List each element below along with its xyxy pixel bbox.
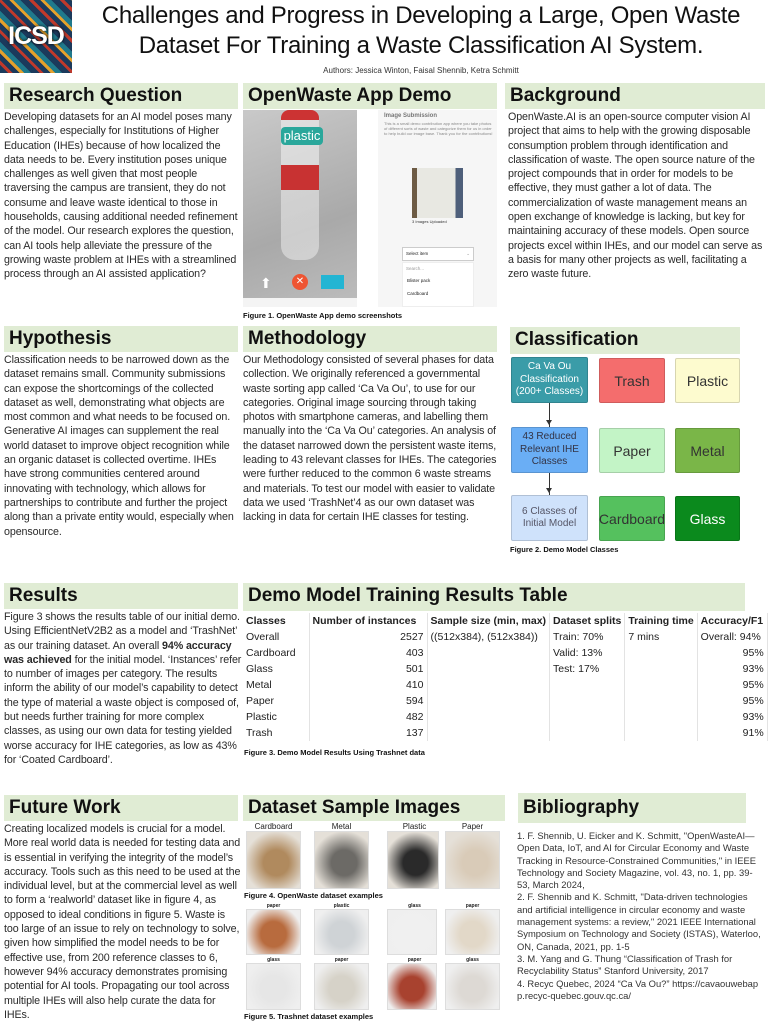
table-cell: Train: 70%	[550, 629, 625, 645]
column-header: Number of instances	[309, 613, 427, 629]
figure-1-caption: Figure 1. OpenWaste App demo screenshots	[243, 311, 403, 320]
table-cell: 137	[309, 725, 427, 741]
table-row	[243, 725, 767, 741]
trashnet-sample-image	[445, 963, 500, 1010]
class-box-cardboard: Cardboard	[599, 496, 665, 541]
table-cell	[550, 725, 625, 741]
submission-screenshot	[378, 110, 497, 307]
figure-4-caption: Figure 4. OpenWaste dataset examples	[244, 891, 383, 900]
option-cardboard[interactable]: Cardboard	[407, 290, 429, 296]
table-cell	[550, 677, 625, 693]
openwaste-sample-image	[246, 831, 301, 889]
table-cell: 93%	[697, 661, 767, 677]
hypothesis-heading: Hypothesis	[4, 326, 238, 352]
apply-button[interactable]	[321, 275, 344, 289]
trashnet-sample-image	[246, 963, 301, 1010]
table-cell	[550, 693, 625, 709]
table-row	[243, 693, 767, 709]
trashnet-sample-image	[387, 963, 437, 1010]
openwaste-sample-image	[387, 831, 439, 889]
class-box-trash: Trash	[599, 358, 665, 403]
results-table	[243, 613, 768, 741]
figure-2-caption: Figure 2. Demo Model Classes	[510, 545, 619, 554]
background-text: OpenWaste.AI is an open-source computer vision AI project that aims to help with the growing disposable consumption problem through identification and classification of waste. The open source nature of the project compounds that in order for models to be effective, they must gather a lot of data. The commercialization of waste management means an open exchange of knowledge is lacking, but key for maintaining accuracy of these models. Open source projects excel within IHEs, and our model can serve as a basis for many other projects as well, facilitating a zero waste future.	[508, 111, 763, 281]
table-cell	[625, 645, 697, 661]
icsd-logo: ICSD	[0, 0, 72, 73]
research-question-heading: Research Question	[4, 83, 238, 109]
table-cell: 95%	[697, 693, 767, 709]
bibliography-entry: 1. F. Shennib, U. Eicker and K. Schmitt, "OpenWasteAI—Open Data, IoT, and AI for Circular Economy and Waste Tracking in Resource-Constrained Communities," in IEEE Technology and Society Magazine, vol. 43, no. 1, pp. 39-53, March 2024,	[517, 830, 757, 891]
bibliography-entry: 4. Recyc Quebec, 2024 “Ca Va Ou?” https://cavaouwebapp.recyc-quebec.gouv.qc.ca/	[517, 977, 759, 1001]
dataset-samples-heading: Dataset Sample Images	[243, 795, 505, 821]
arrow-icon	[549, 403, 550, 427]
flow-box: 6 Classes of Initial Model	[511, 495, 588, 541]
table-cell: Valid: 13%	[550, 645, 625, 661]
bibliography-list	[517, 830, 765, 1002]
table-cell	[625, 709, 697, 725]
chevron-down-icon: ⌄	[466, 251, 470, 256]
table-cell: Trash	[243, 725, 309, 741]
openwaste-sample-image	[314, 831, 369, 889]
results-text: Figure 3 shows the results table of our initial demo. Using EfficientNetV2B2 as a model and ‘TrashNet’ as our training dataset. An overall 94% accuracy was achieved for the initial model. ‘Instances’ refer to number of images per category. The results inform the ability of our model’s capability to detect the type of material a waste object is composed of, but needs further training for more complex classes, as using our own data for testing yielded worse accuracy for IHE categories, as low as 43% for ‘Coated Cardboard’.	[4, 611, 242, 766]
upload-count: 3 Images Uploaded	[412, 219, 447, 224]
column-header: Training time	[625, 613, 697, 629]
trashnet-sample-image	[314, 909, 369, 955]
figure-5-caption: Figure 5. Trashnet dataset examples	[244, 1012, 374, 1021]
openwaste-label: Plastic	[402, 822, 427, 831]
camera-screenshot	[243, 110, 357, 307]
trashnet-label: glass	[267, 957, 280, 963]
table-cell	[625, 693, 697, 709]
table-cell: Metal	[243, 677, 309, 693]
openwaste-label: Cardboard	[254, 822, 293, 831]
bibliography-entry: 2. F. Shennib and K. Schmitt, "Data-driven technologies and artificial intelligence in circular economy and waste management systems: a review," 2021 IEEE International Symposium on Technology and Society (ISTAS), Waterloo, ON, Canada, 2021, pp. 1-5	[517, 891, 761, 952]
trashnet-sample-image	[387, 909, 437, 955]
table-cell	[427, 645, 550, 661]
table-cell: 2527	[309, 629, 427, 645]
table-cell: ((512x384), (512x384))	[427, 629, 550, 645]
class-box-glass: Glass	[675, 496, 740, 541]
table-cell: Test: 17%	[550, 661, 625, 677]
table-cell: Overall	[243, 629, 309, 645]
future-work-text: Creating localized models is crucial for a model. More real world data is needed for testing data and is essential in verifying the integrity of the model’s accuracy. Tools such as this need to be used at the individual level, but at the commercial level as well to form a ‘realworld’ dataset like in figure 4, as opposed to ideal conditions in figure 5. Waste is too large of an issue to rely on technology to solve, given how simplified the model needs to be for effective use, from 200 reference classes to 6, however 94% accuracy demonstrates promising potential for AI tools. Propagating our tool across multiple IHEs will also help curate the data for IHEs.	[4, 823, 241, 1021]
trashnet-sample-image	[445, 909, 500, 955]
openwaste-label: Paper	[461, 822, 484, 831]
upload-icon[interactable]: ⬆	[260, 275, 272, 291]
table-header-row	[243, 613, 767, 629]
search-input[interactable]: Search...	[406, 266, 425, 271]
table-cell	[625, 661, 697, 677]
table-cell: 91%	[697, 725, 767, 741]
app-demo-heading: OpenWaste App Demo	[243, 83, 497, 109]
trashnet-label: glass	[408, 903, 421, 909]
prediction-badge: plastic	[281, 127, 323, 145]
methodology-text: Our Methodology consisted of several phases for data collection. We originally referenced a governmental waste sorting app called ‘Ca Va Ou’, to use for our categories. Original image sourcing through taking photos with smartphone cameras, and labelling them manually into the ‘Ca Va Ou’ categories. An analysis of the dataset narrowed down the persistent waste items, leading to 43 relevant classes for IHEs. The categories were further reduced to the common 6 waste streams and materials. To test our model with easier to validate data we used ‘TrashNet’4 as our own dataset was lacking in data for certain IHE classes for testing.	[243, 354, 497, 524]
option-blister-pack[interactable]: Blister pack	[407, 278, 431, 284]
table-cell: Glass	[243, 661, 309, 677]
table-cell: Paper	[243, 693, 309, 709]
bibliography-entry: 3. M. Yang and G. Thung “Classification of Trash for Recyclability Status” Stanford University, 2017	[517, 952, 733, 977]
table-cell	[625, 725, 697, 741]
research-question-text: Developing datasets for an AI model poses many challenges, especially for Institutions of Higher Education (IHEs) because of how localized the data needs to be. Every institution poses unique challenges as well given that most people traversing the campus are transient, they do not consume and leave waste identical to those in households, causing additional needed refinement of the model. Our research explores the question, can AI tools help alleviate the pressure of the growing waste problem at IHEs with a streamlined process through an AI assisted application?	[4, 111, 238, 281]
table-row	[243, 661, 767, 677]
column-header: Sample size (min, max)	[427, 613, 550, 629]
trashnet-label: paper	[407, 957, 422, 963]
table-cell: 410	[309, 677, 427, 693]
flow-box: Ca Va Ou Classification (200+ Classes)	[511, 357, 588, 403]
trashnet-sample-image	[314, 963, 369, 1010]
table-cell	[427, 693, 550, 709]
classification-heading: Classification	[510, 327, 740, 354]
table-cell: Plastic	[243, 709, 309, 725]
table-cell: 403	[309, 645, 427, 661]
table-cell: 7 mins	[625, 629, 697, 645]
submission-title: Image Submission	[384, 113, 438, 119]
table-row	[243, 629, 767, 645]
table-cell: 594	[309, 693, 427, 709]
submission-description: This is a small demo contribution app where you take photos of different sorts of waste and categorize them for us in order to help build our image base. Thank you for the contributions!	[384, 121, 493, 136]
table-cell	[427, 709, 550, 725]
close-icon[interactable]: ✕	[292, 274, 308, 290]
column-header: Classes	[243, 613, 309, 629]
table-cell: 95%	[697, 677, 767, 693]
figure-3-caption: Figure 3. Demo Model Results Using Trashnet data	[244, 748, 425, 757]
table-cell: 501	[309, 661, 427, 677]
openwaste-label: Metal	[331, 822, 352, 831]
class-box-paper: Paper	[599, 428, 665, 473]
class-box-metal: Metal	[675, 428, 740, 473]
table-row	[243, 709, 767, 725]
table-cell	[427, 677, 550, 693]
table-cell: 93%	[697, 709, 767, 725]
trashnet-sample-image	[246, 909, 301, 955]
select-item-dropdown[interactable]: Select item ⌄	[402, 247, 474, 261]
table-cell	[427, 725, 550, 741]
results-table-heading: Demo Model Training Results Table	[243, 583, 745, 611]
future-work-heading: Future Work	[4, 795, 238, 821]
bibliography-heading: Bibliography	[518, 793, 746, 823]
hypothesis-text: Classification needs to be narrowed down as the dataset remains small. Community submissions can expose the shortcomings of the collected dataset as well, demonstrating what objects are most common and what needs to be focused on. Generative AI images can supplement the real world dataset to improve object recognition while an organic dataset is collected overtime. IHEs have strong communities centered around innovating with technology, which allows for partnerships to contribute and further the project along than a private entity would, especially when opensource.	[4, 354, 234, 538]
background-heading: Background	[505, 83, 765, 109]
results-heading: Results	[4, 583, 238, 609]
methodology-heading: Methodology	[243, 326, 497, 352]
class-box-plastic: Plastic	[675, 358, 740, 403]
table-row	[243, 677, 767, 693]
uploaded-image	[412, 168, 463, 218]
poster-title: Challenges and Progress in Developing a Large, Open Waste Dataset For Training a Waste Classification AI System.	[101, 2, 741, 59]
table-cell	[550, 709, 625, 725]
trashnet-label: paper	[465, 903, 480, 909]
table-cell: 95%	[697, 645, 767, 661]
table-cell: 482	[309, 709, 427, 725]
table-cell: Overall: 94%	[697, 629, 767, 645]
table-cell: Cardboard	[243, 645, 309, 661]
openwaste-sample-image	[445, 831, 500, 889]
column-header: Dataset splits	[550, 613, 625, 629]
table-row	[243, 645, 767, 661]
bottom-nav[interactable]	[243, 298, 357, 307]
authors: Authors: Jessica Winton, Faisal Shennib, Ketra Schmitt	[323, 66, 519, 75]
trashnet-label: glass	[466, 957, 479, 963]
column-header: Accuracy/F1	[697, 613, 767, 629]
dropdown-menu	[402, 262, 474, 307]
trashnet-label: paper	[266, 903, 281, 909]
flow-box: 43 Reduced Relevant IHE Classes	[511, 427, 588, 473]
arrow-icon	[549, 473, 550, 495]
table-cell	[625, 677, 697, 693]
trashnet-label: plastic	[333, 903, 350, 909]
trashnet-label: paper	[334, 957, 349, 963]
table-cell	[427, 661, 550, 677]
